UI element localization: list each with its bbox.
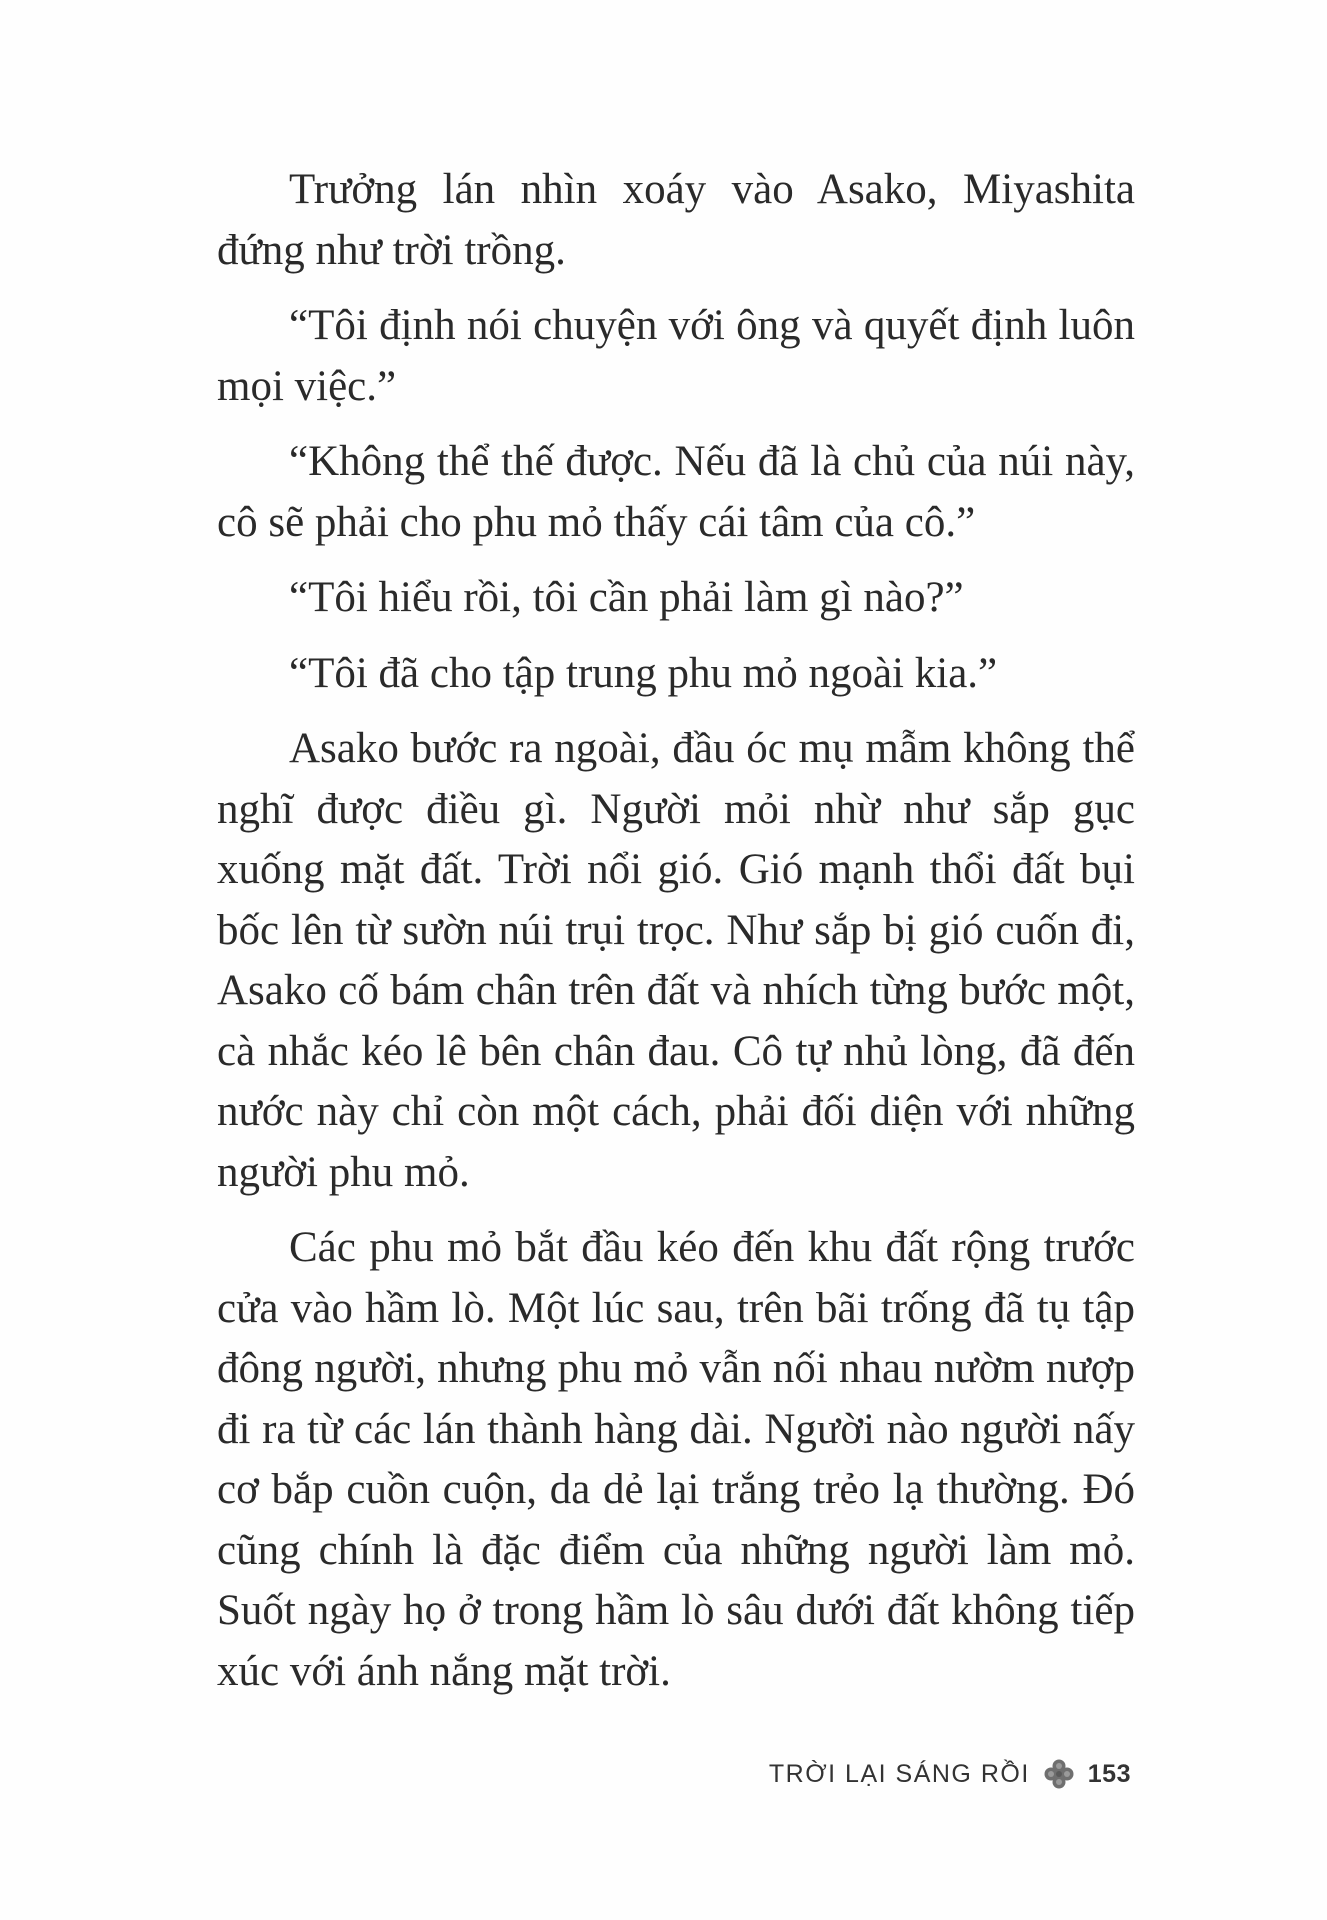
paragraph: Các phu mỏ bắt đầu kéo đến khu đất rộng trước cửa vào hầm lò. Một lúc sau, trên bãi trống đã tụ tập đông người, nhưng phu mỏ vẫn nối nhau nườm nượp đi ra từ các lán thành hàng dài. Người nào người nấy cơ bắp cuồn cuộn, da dẻ lại trắng trẻo lạ thường. Đó cũng chính là đặc điểm của những người làm mỏ. Suốt ngày họ ở trong hầm lò sâu dưới đất không tiếp xúc với ánh nắng mặt trời. xyxy=(217,1224,1135,1695)
paragraph: “Tôi đã cho tập trung phu mỏ ngoài kia.” xyxy=(289,649,998,697)
paragraph: Asako bước ra ngoài, đầu óc mụ mẫm không thể nghĩ được điều gì. Người mỏi nhừ như sắp gục xuống mặt đất. Trời nổi gió. Gió mạnh thổi đất bụi bốc lên từ sườn núi trụi trọc. Như sắp bị gió cuốn đi, Asako cố bám chân trên đất và nhích từng bước một, cà nhắc kéo lê bên chân đau. Cô tự nhủ lòng, đã đến nước này chỉ còn một cách, phải đối diện với những người phu mỏ. xyxy=(217,725,1135,1196)
clover-icon xyxy=(1042,1757,1076,1791)
paragraph: “Tôi hiểu rồi, tôi cần phải làm gì nào?” xyxy=(289,574,964,621)
paragraph: Trưởng lán nhìn xoáy vào Asako, Miyashita đứng như trời trồng. xyxy=(217,166,1135,274)
paragraph: “Tôi định nói chuyện với ông và quyết định luôn mọi việc.” xyxy=(217,302,1135,410)
running-title: TRỜI LẠI SÁNG RỒI xyxy=(768,1759,1030,1788)
page-number: 153 xyxy=(1087,1759,1131,1788)
body-text xyxy=(217,160,1135,1717)
page-footer xyxy=(769,1757,1131,1791)
paragraph: “Không thể thế được. Nếu đã là chủ của núi này, cô sẽ phải cho phu mỏ thấy cái tâm của cô.” xyxy=(217,438,1135,546)
